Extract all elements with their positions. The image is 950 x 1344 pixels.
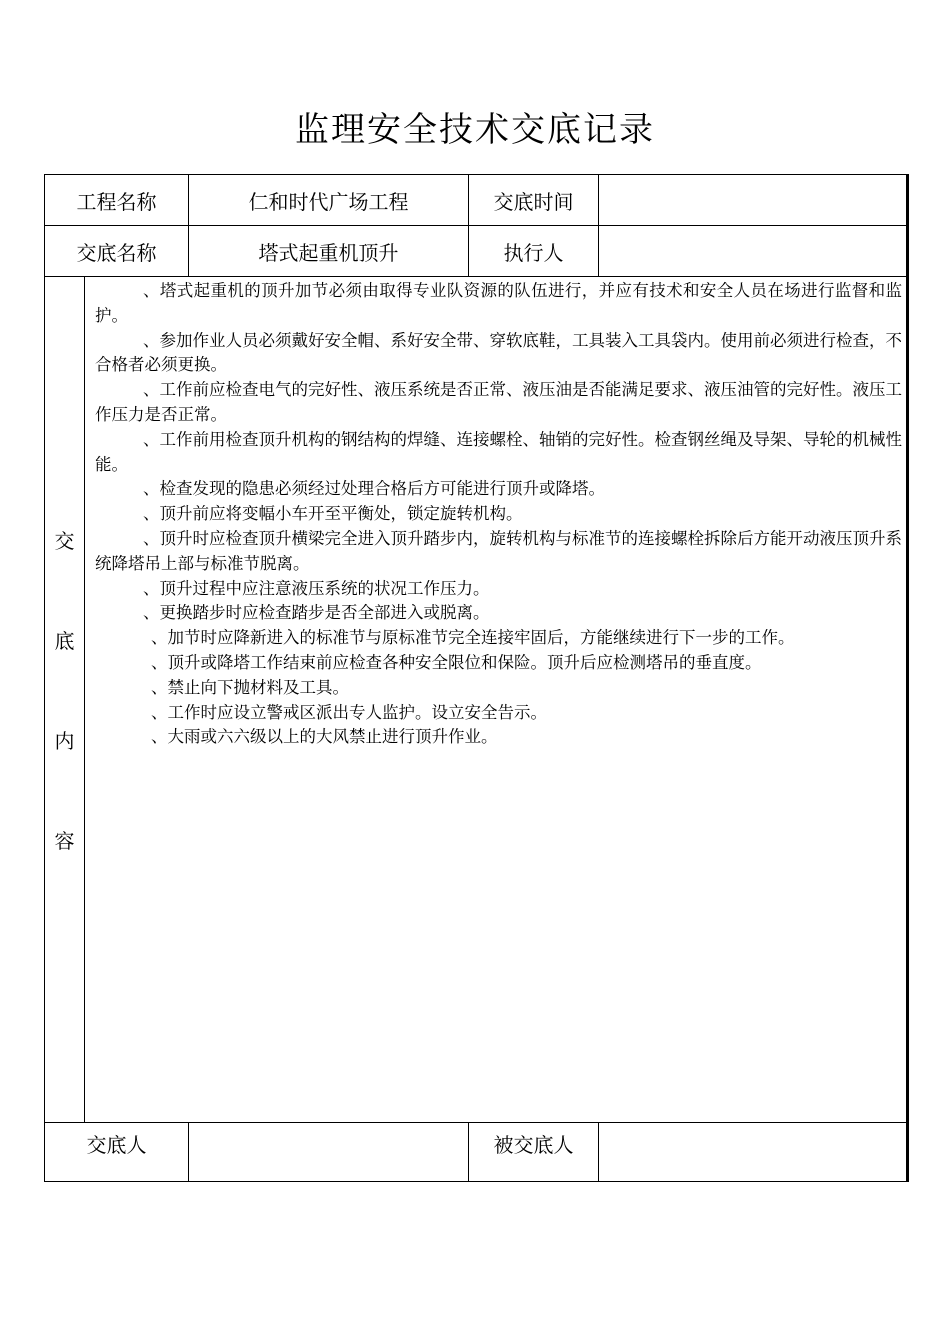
content-item: 、禁止向下抛材料及工具。 — [151, 677, 349, 697]
content-body-cell — [85, 277, 908, 1123]
content-list — [95, 277, 902, 750]
content-item: 、加节时应降新进入的标准节与原标准节完全连接牢固后，方能继续进行下一步的工作。 — [151, 628, 795, 648]
disclosure-name-label: 交底名称 — [45, 226, 189, 277]
content-item: 、工作前用检查顶升机构的钢结构的焊缝、连接螺栓、轴销的完好性。检查钢丝绳及导架、导轮的机械性能。 — [95, 429, 902, 474]
project-name-label: 工程名称 — [45, 175, 189, 226]
content-item: 、顶升过程中应注意液压系统的状况工作压力。 — [143, 578, 490, 598]
header-row-disclosure — [45, 226, 908, 277]
discloser-label: 交底人 — [45, 1123, 189, 1182]
content-vertical-label — [45, 277, 84, 929]
executor-label: 执行人 — [469, 226, 599, 277]
recipient-value[interactable] — [599, 1123, 908, 1182]
content-item: 、顶升或降塔工作结束前应检查各种安全限位和保险。顶升后应检测塔吊的垂直度。 — [151, 652, 762, 672]
content-item: 、检查发现的隐患必须经过处理合格后方可能进行顶升或降塔。 — [143, 479, 605, 499]
executor-value[interactable] — [599, 226, 908, 277]
content-item: 、顶升时应检查顶升横梁完全进入顶升踏步内，旋转机构与标准节的连接螺栓拆除后方能开动液压顶升系统降塔吊上部与标准节脱离。 — [95, 528, 902, 573]
content-item: 、参加作业人员必须戴好安全帽、系好安全带、穿软底鞋，工具装入工具袋内。使用前必须进行检查，不合格者必须更换。 — [95, 330, 902, 375]
disclosure-time-value[interactable] — [599, 175, 908, 226]
signature-row — [45, 1123, 908, 1182]
content-label-char: 底 — [54, 629, 75, 653]
content-item: 、工作时应设立警戒区派出专人监护。设立安全告示。 — [151, 702, 547, 722]
content-item: 、大雨或六六级以上的大风禁止进行顶升作业。 — [151, 727, 498, 747]
header-row-project — [45, 175, 908, 226]
content-item: 、更换踏步时应检查踏步是否全部进入或脱离。 — [143, 603, 490, 623]
content-item: 、工作前应检查电气的完好性、液压系统是否正常、液压油是否能满足要求、液压油管的完好性。液压工作压力是否正常。 — [95, 380, 902, 424]
discloser-value[interactable] — [189, 1123, 469, 1182]
recipient-label: 被交底人 — [469, 1123, 599, 1182]
content-item: 、顶升前应将变幅小车开至平衡处，锁定旋转机构。 — [143, 504, 523, 524]
content-label-char: 容 — [54, 829, 75, 853]
content-label-char: 内 — [54, 729, 75, 753]
disclosure-time-label: 交底时间 — [469, 175, 599, 226]
disclosure-name-value: 塔式起重机顶升 — [189, 226, 469, 277]
content-label-char: 交 — [54, 529, 75, 553]
document-title: 监理安全技术交底记录 — [295, 110, 655, 150]
project-name-value: 仁和时代广场工程 — [189, 175, 469, 226]
content-item: 、塔式起重机的顶升加节必须由取得专业队资源的队伍进行，并应有技术和安全人员在场进行监督和监护。 — [95, 281, 902, 325]
content-label-cell — [45, 277, 85, 1123]
content-row — [45, 277, 908, 1123]
disclosure-form-table — [44, 174, 909, 1182]
